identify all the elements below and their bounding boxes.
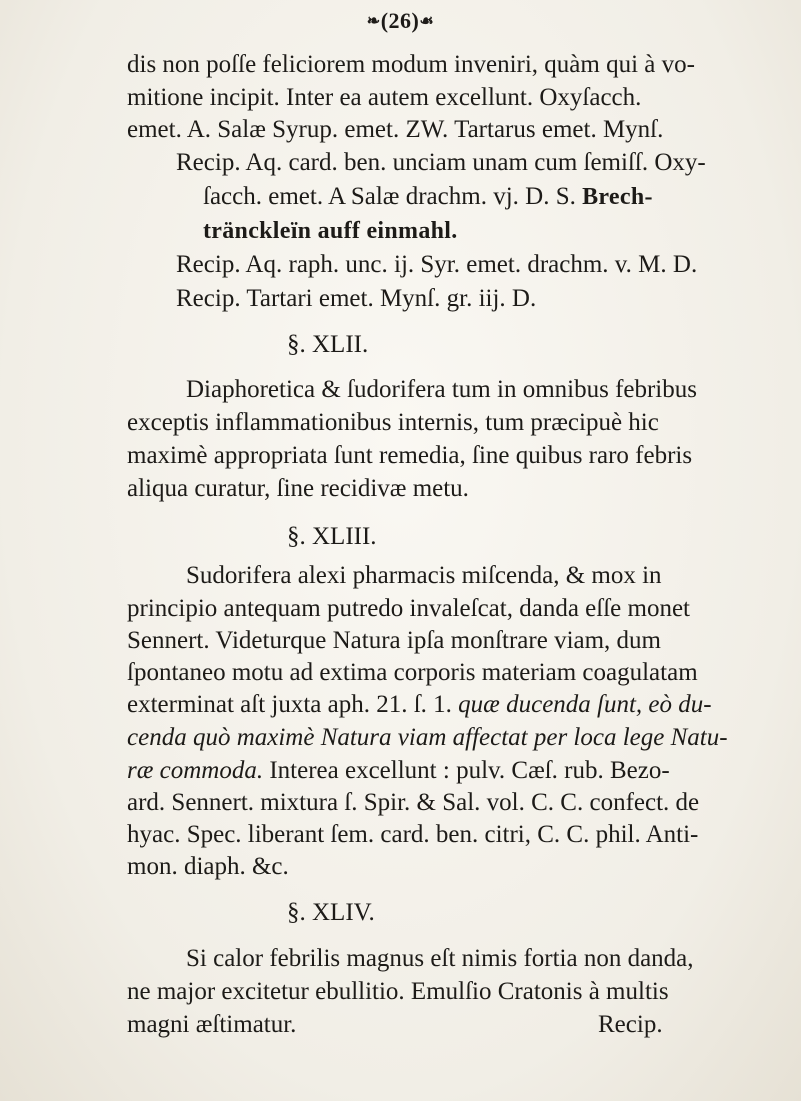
section-heading: §. XLIII. [287,523,377,550]
catchword: Recip. [598,1011,663,1038]
italic-quote: cenda quò maximè Natura viam affectat per loca lege Natu- [127,724,728,751]
text-line: maximè appropriata ſunt remedia, ſine quibus raro febris [127,442,693,469]
italic-quote: ræ commoda. [127,757,264,784]
text-line: Diaphoretica & ſudorifera tum in omnibus febribus [186,376,697,403]
text-line: magni æſtimatur. [127,1011,297,1038]
text-line: Sudorifera alexi pharmacis miſcenda, & mox in [186,562,662,589]
section-heading: §. XLIV. [287,899,375,926]
text-line: emet. A. Salæ Syrup. emet. ZW. Tartarus emet. Mynſ. [127,116,664,143]
german-fraktur-text: Brech- [582,184,653,210]
recipe-line [203,182,653,212]
text-line: hyac. Spec. liberant ſem. card. ben. citri, C. C. phil. Anti- [127,821,699,848]
page-number: (26) [380,8,420,33]
german-fraktur-text: tränckleïn auff einmahl. [203,218,458,244]
text-line [127,690,712,720]
text-line: ſpontaneo motu ad extima corporis materiam coagulatam [127,659,698,686]
text-line: exceptis inflammationibus internis, tum præcipuè hic [127,409,659,436]
text-line [127,756,670,786]
recipe-text: ſacch. emet. A Salæ drachm. vj. D. S. [203,183,576,210]
recipe-line: Recip. Aq. raph. unc. ij. Syr. emet. drachm. v. M. D. [176,251,698,278]
italic-quote: quæ ducenda ſunt, eò du- [458,691,712,718]
text-line: Si calor febrilis magnus eſt nimis fortia non danda, [186,945,694,972]
recipe-line: Recip. Tartari emet. Mynſ. gr. iij. D. [176,285,537,312]
text-line: dis non poſſe feliciorem modum inveniri, quàm qui à vo- [127,51,695,78]
text-segment: Interea excellunt : pulv. Cæſ. rub. Bezo- [269,757,670,784]
page-header [0,8,801,34]
text-line: Sennert. Videturque Natura ipſa monſtrare viam, dum [127,627,661,654]
text-line: ne major excitetur ebullitio. Emulſio Cratonis à multis [127,978,669,1005]
text-line: mon. diaph. &c. [127,853,289,880]
ornament-left-icon: ❧ [366,13,381,30]
text-segment: exterminat aſt juxta aph. 21. ſ. 1. [127,691,452,718]
section-heading: §. XLII. [287,331,369,358]
text-line: mitione incipit. Inter ea autem excellunt. Oxyſacch. [127,84,642,111]
text-line: aliqua curatur, ſine recidivæ metu. [127,475,469,502]
ornament-right-icon: ☙ [419,13,435,30]
recipe-line: Recip. Aq. card. ben. unciam unam cum ſemiſſ. Oxy- [176,149,706,176]
text-line: principio antequam putredo invaleſcat, danda eſſe monet [127,595,690,622]
text-line: ard. Sennert. mixtura ſ. Spir. & Sal. vol. C. C. confect. de [127,789,700,816]
